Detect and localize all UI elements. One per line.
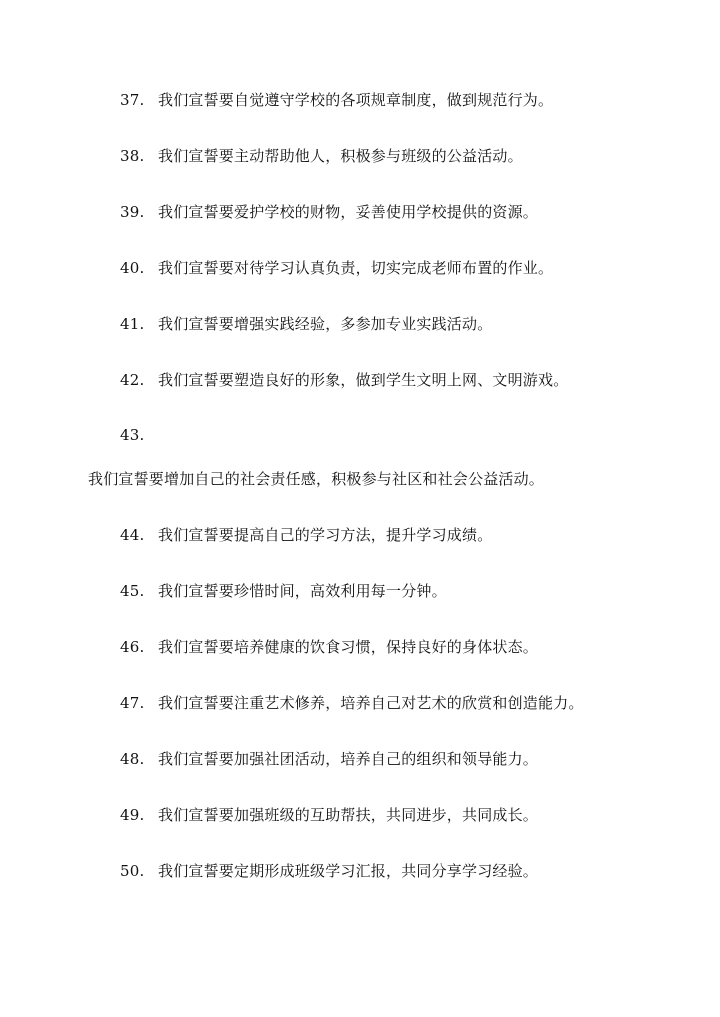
item-number: 42. (120, 371, 145, 389)
list-item (120, 90, 553, 110)
item-number: 49. (120, 806, 145, 824)
item-text: 我们宣誓要爱护学校的财物，妥善使用学校提供的资源。 (158, 203, 539, 221)
item-text: 我们宣誓要增加自己的社会责任感，积极参与社区和社会公益活动。 (88, 470, 545, 488)
list-item (120, 693, 584, 713)
item-text: 我们宣誓要加强社团活动，培养自己的组织和领导能力。 (158, 750, 539, 768)
item-number: 40. (120, 259, 145, 277)
list-item (120, 861, 538, 881)
list-item (120, 146, 523, 166)
list-item (120, 581, 447, 601)
item-number: 50. (120, 862, 145, 880)
list-item (120, 314, 492, 334)
item-number: 41. (120, 315, 145, 333)
item-text: 我们宣誓要注重艺术修养，培养自己对艺术的欣赏和创造能力。 (158, 694, 584, 712)
list-item-number-only (120, 425, 158, 445)
item-text: 我们宣誓要主动帮助他人，积极参与班级的公益活动。 (158, 147, 523, 165)
list-item (120, 749, 538, 769)
item-number: 38. (120, 147, 145, 165)
item-text: 我们宣誓要培养健康的饮食习惯，保持良好的身体状态。 (158, 638, 539, 656)
item-number: 37. (120, 91, 145, 109)
item-text: 我们宣誓要珍惜时间，高效利用每一分钟。 (158, 582, 447, 600)
list-item (120, 370, 568, 390)
item-number: 47. (120, 694, 145, 712)
item-number: 39. (120, 203, 145, 221)
list-item (120, 258, 553, 278)
item-text: 我们宣誓要对待学习认真负责，切实完成老师布置的作业。 (158, 259, 554, 277)
item-number: 46. (120, 638, 145, 656)
item-number: 43. (120, 426, 145, 444)
item-text: 我们宣誓要增强实践经验，多参加专业实践活动。 (158, 315, 493, 333)
item-text: 我们宣誓要定期形成班级学习汇报，共同分享学习经验。 (158, 862, 539, 880)
item-text: 我们宣誓要塑造良好的形象，做到学生文明上网、文明游戏。 (158, 371, 569, 389)
item-number: 48. (120, 750, 145, 768)
item-text: 我们宣誓要提高自己的学习方法，提升学习成绩。 (158, 526, 493, 544)
list-item (120, 202, 538, 222)
item-number: 45. (120, 582, 145, 600)
item-number: 44. (120, 526, 145, 544)
list-item-continuation (88, 469, 544, 489)
list-item (120, 805, 538, 825)
list-item (120, 525, 492, 545)
list-item (120, 637, 538, 657)
item-text: 我们宣誓要自觉遵守学校的各项规章制度，做到规范行为。 (158, 91, 554, 109)
item-text: 我们宣誓要加强班级的互助帮扶，共同进步，共同成长。 (158, 806, 539, 824)
